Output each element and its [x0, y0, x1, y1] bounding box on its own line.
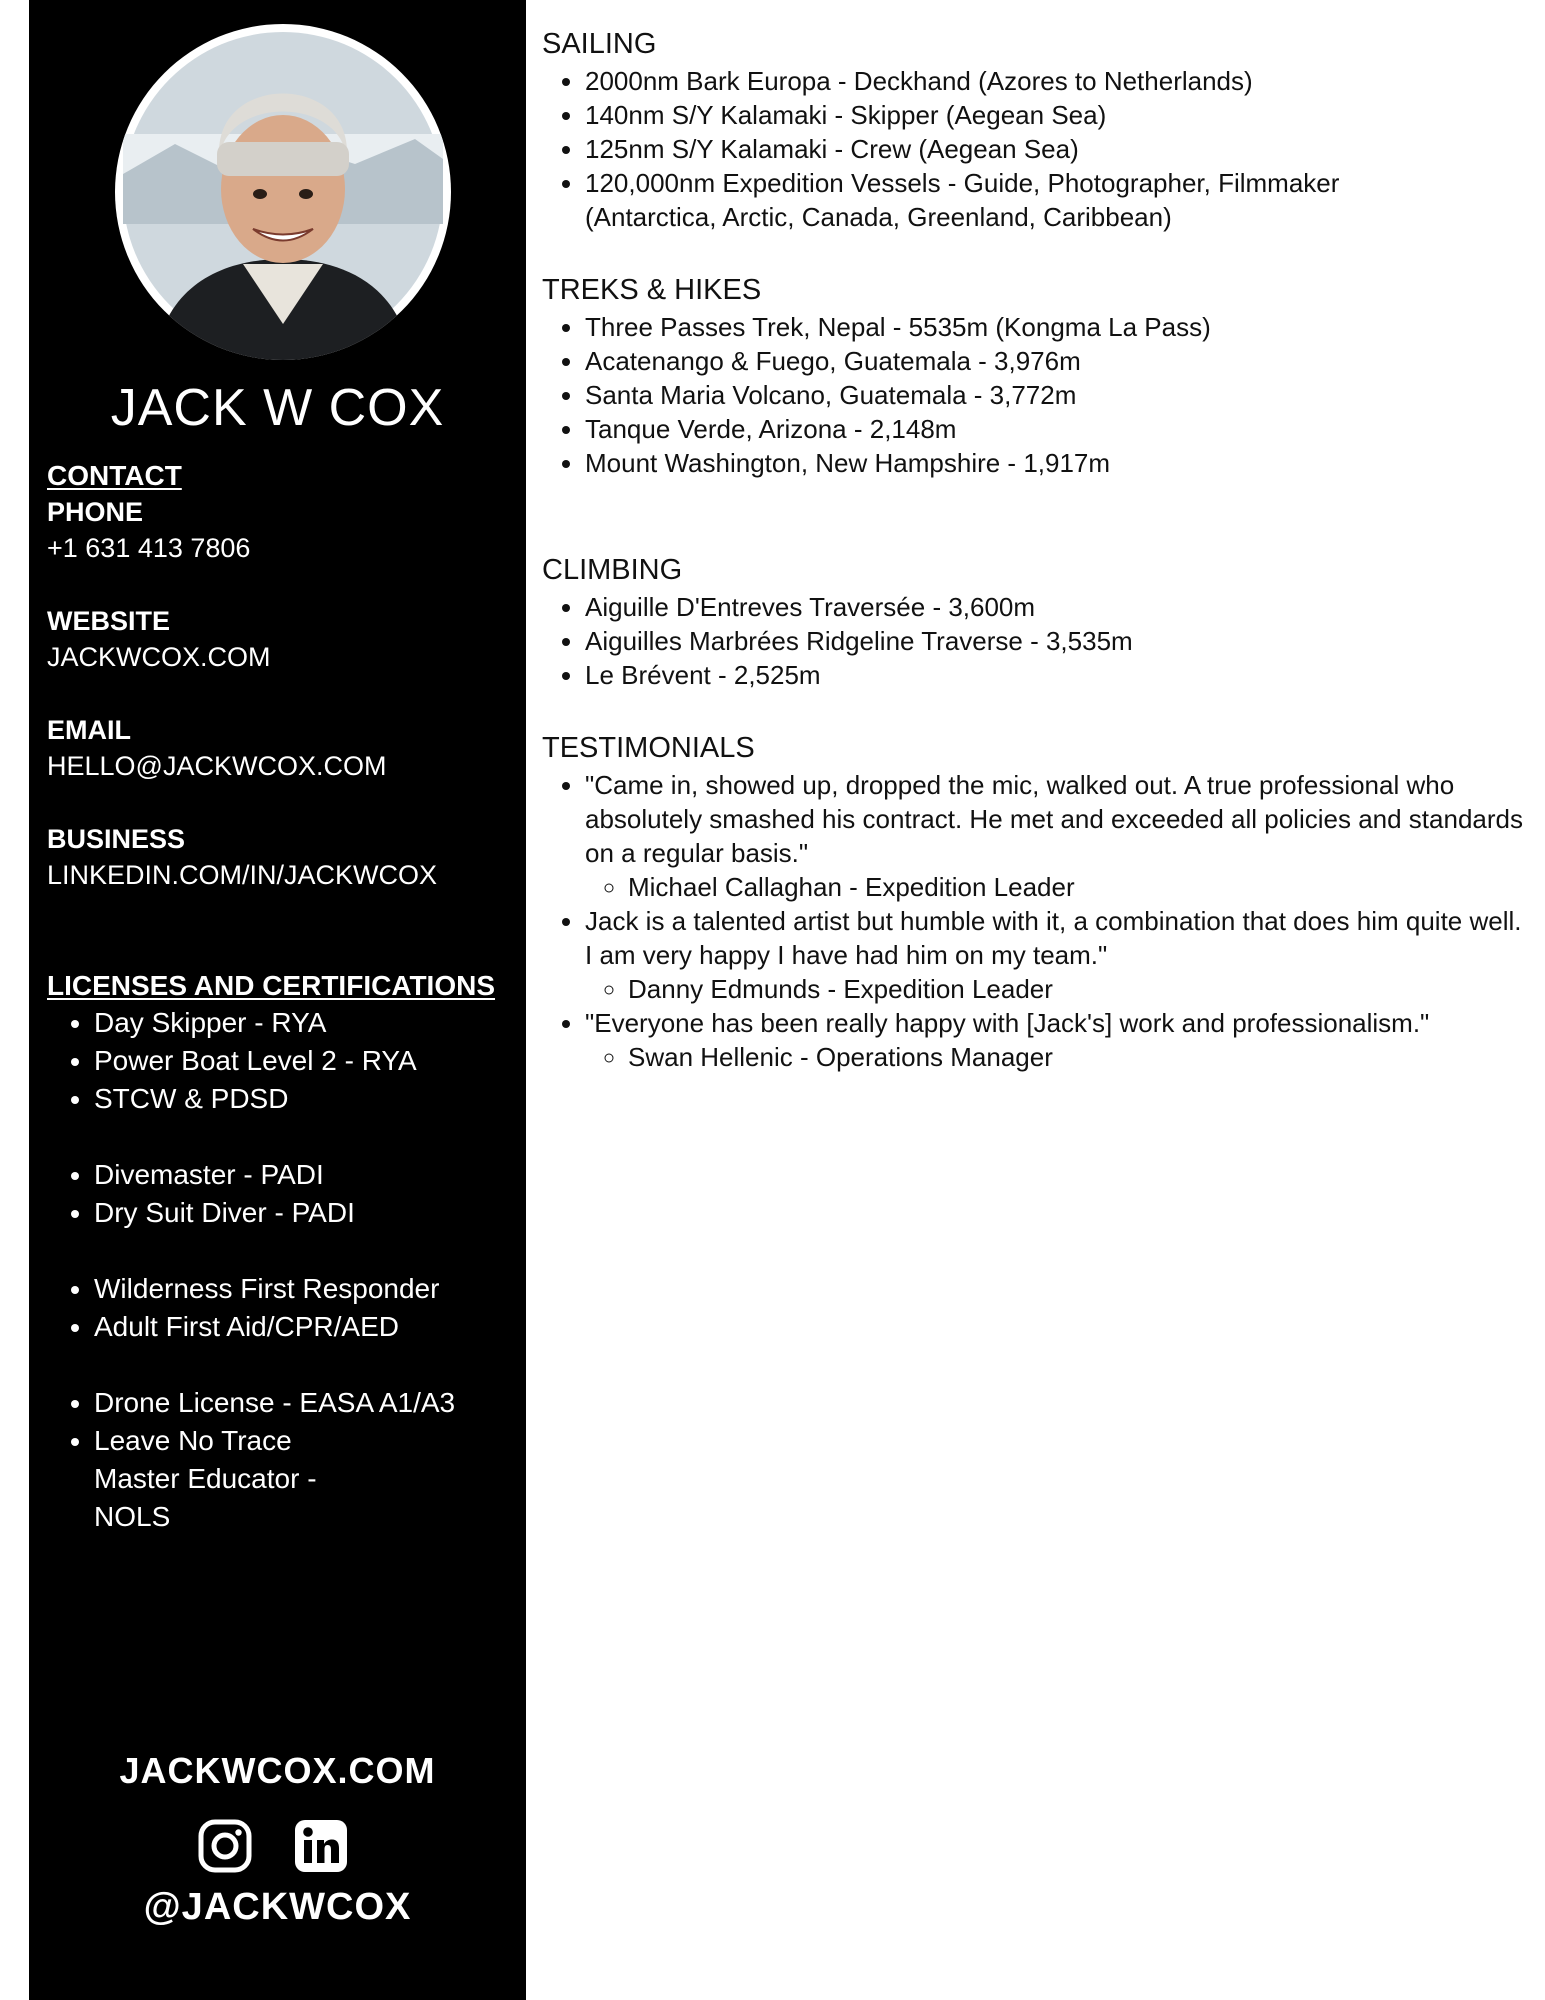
license-item: • Leave No Trace Master Educator - NOLS	[94, 1422, 517, 1536]
list-item: • 140nm S/Y Kalamaki - Skipper (Aegean Sea)	[585, 98, 1527, 132]
testimonial-author: ◦ Michael Callaghan - Expedition Leader	[628, 870, 1527, 904]
email-value: HELLO@JACKWCOX.COM	[47, 751, 387, 781]
footer-website-link[interactable]: JACKWCOX.COM	[119, 1750, 436, 1791]
footer-handle[interactable]: @JACKWCOX	[143, 1886, 412, 1928]
license-item: • Dry Suit Diver - PADI	[94, 1194, 517, 1232]
profile-name: JACK W COX	[110, 379, 445, 437]
testimonials-section	[542, 728, 1527, 1074]
instagram-icon[interactable]	[197, 1818, 253, 1874]
website-value: JACKWCOX.COM	[47, 642, 271, 672]
list-item: • Aiguilles Marbrées Ridgeline Traverse - 3,535m	[585, 624, 1527, 658]
sidebar	[29, 0, 526, 2000]
testimonial-item	[585, 1006, 1527, 1074]
testimonial-author-list	[585, 1040, 1527, 1074]
contact-title: CONTACT	[47, 460, 182, 491]
testimonials-title: TESTIMONIALS	[542, 732, 755, 764]
license-item: • Divemaster - PADI	[94, 1156, 517, 1194]
list-item: • 2000nm Bark Europa - Deckhand (Azores to Netherlands)	[585, 64, 1527, 98]
testimonial-author-list	[585, 870, 1527, 904]
sailing-list	[542, 64, 1527, 234]
license-group	[47, 1384, 517, 1536]
licenses-title: LICENSES AND CERTIFICATIONS	[47, 970, 496, 1001]
business-label: BUSINESS	[47, 824, 186, 854]
testimonial-item	[585, 904, 1527, 1006]
climbing-section	[542, 550, 1527, 692]
sailing-section	[542, 24, 1527, 234]
list-item: • Santa Maria Volcano, Guatemala - 3,772m	[585, 378, 1527, 412]
treks-section	[542, 270, 1527, 480]
testimonial-author-list	[585, 972, 1527, 1006]
contact-section	[47, 458, 517, 893]
testimonial-quote: Jack is a talented artist but humble with it, a combination that does him quite well. I am very happy I have had him on my team."	[585, 906, 1522, 970]
main-content	[542, 24, 1527, 1074]
email-label: EMAIL	[47, 715, 131, 745]
climbing-title: CLIMBING	[542, 554, 683, 586]
profile-photo	[115, 24, 451, 360]
testimonial-quote: "Everyone has been really happy with [Jack's] work and professionalism."	[585, 1008, 1430, 1038]
list-item: • Three Passes Trek, Nepal - 5535m (Kongma La Pass)	[585, 310, 1527, 344]
license-group	[47, 1004, 517, 1118]
license-group	[47, 1156, 517, 1232]
list-item: • 125nm S/Y Kalamaki - Crew (Aegean Sea)	[585, 132, 1527, 166]
phone-label: PHONE	[47, 497, 144, 527]
license-group	[47, 1270, 517, 1346]
license-item: • STCW & PDSD	[94, 1080, 517, 1118]
social-icons	[197, 1818, 387, 1874]
business-value: LINKEDIN.COM/IN/JACKWCOX	[47, 860, 438, 890]
license-item: • Adult First Aid/CPR/AED	[94, 1308, 517, 1346]
testimonial-author: ◦ Swan Hellenic - Operations Manager	[628, 1040, 1527, 1074]
list-item: • Tanque Verde, Arizona - 2,148m	[585, 412, 1527, 446]
treks-title: TREKS & HIKES	[542, 274, 762, 306]
testimonial-quote: "Came in, showed up, dropped the mic, walked out. A true professional who absolutely smashed his contract. He met and exceeded all policies and standards on a regular basis."	[585, 770, 1523, 868]
testimonial-author: ◦ Danny Edmunds - Expedition Leader	[628, 972, 1527, 1006]
list-item: • Mount Washington, New Hampshire - 1,917m	[585, 446, 1527, 480]
treks-list	[542, 310, 1527, 480]
list-item: • Aiguille D'Entreves Traversée - 3,600m	[585, 590, 1527, 624]
license-item: • Wilderness First Responder	[94, 1270, 517, 1308]
list-item: • Acatenango & Fuego, Guatemala - 3,976m	[585, 344, 1527, 378]
website-label: WEBSITE	[47, 606, 171, 636]
testimonials-list	[542, 768, 1527, 1074]
sailing-title: SAILING	[542, 28, 657, 60]
testimonial-item	[585, 768, 1527, 904]
license-item: • Power Boat Level 2 - RYA	[94, 1042, 517, 1080]
climbing-list	[542, 590, 1527, 692]
license-item: • Drone License - EASA A1/A3	[94, 1384, 517, 1422]
list-item: • 120,000nm Expedition Vessels - Guide, Photographer, Filmmaker (Antarctica, Arctic, Canada, Greenland, Caribbean)	[585, 166, 1527, 234]
license-item: • Day Skipper - RYA	[94, 1004, 517, 1042]
profile-photo-illustration	[115, 24, 451, 360]
list-item: • Le Brévent - 2,525m	[585, 658, 1527, 692]
licenses-section	[47, 968, 517, 1536]
phone-value: +1 631 413 7806	[47, 533, 251, 563]
linkedin-icon[interactable]	[293, 1818, 349, 1874]
